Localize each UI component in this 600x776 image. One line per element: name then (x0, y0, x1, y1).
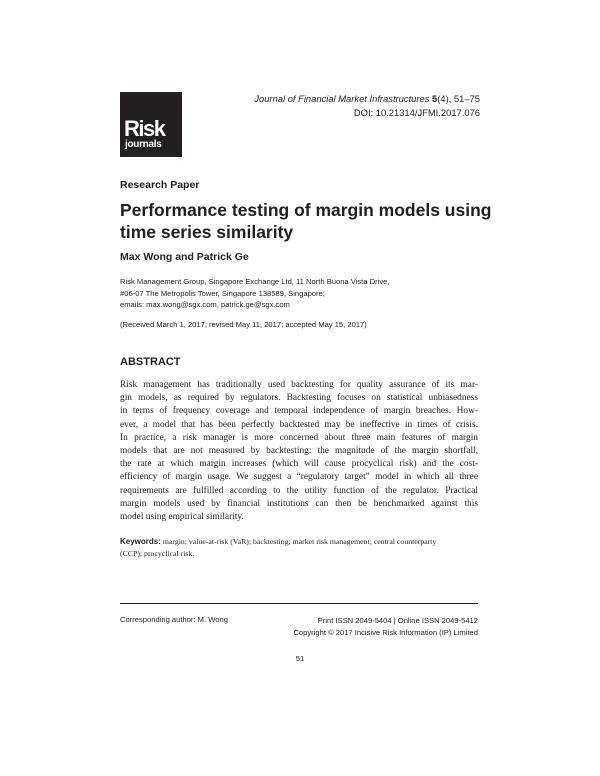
paper-title: Performance testing of margin models using time series similarity (120, 200, 492, 242)
abstract-line: margin models used by financial institutions can then be benchmarked against this (120, 498, 478, 509)
abstract-line: gin models, as required by regulators. Backtesting focuses on statistical unbiasedness (120, 393, 478, 404)
paper-type: Research Paper (120, 179, 200, 191)
journal-doi: DOI: 10.21314/JFMI.2017.076 (353, 107, 480, 118)
journal-title: Journal of Financial Market Infrastructures (254, 93, 430, 104)
logo-line2: journals (125, 139, 162, 150)
keywords-label: Keywords: (120, 537, 161, 546)
journal-volume: 5 (432, 93, 438, 104)
page-number: 51 (295, 654, 305, 663)
abstract-heading: ABSTRACT (120, 356, 181, 368)
affiliation-line: #06-07 The Metropolis Tower, Singapore 138589, Singapore; (120, 288, 325, 298)
issn-info: Print ISSN 2049-5404 | Online ISSN 2049-5412 (317, 616, 478, 625)
corresponding-author: Corresponding author: M. Wong (120, 615, 228, 624)
abstract-line: model using empirical similarity. (120, 512, 244, 523)
keywords-line (120, 536, 480, 548)
keywords-line: (CCP); procyclical risk. (120, 549, 195, 558)
abstract-line: requirements are fulfilled according to the utility function of the regulator. Practical (120, 485, 478, 496)
risk-journals-logo (120, 92, 182, 157)
copyright: Copyright © 2017 Incisive Risk Information (IP) Limited (293, 627, 478, 637)
abstract-line: in terms of frequency coverage and temporal independence of margin breaches. How- (120, 406, 478, 417)
journal-citation (254, 92, 480, 120)
affiliation (120, 276, 490, 311)
abstract-line: models that are not measured by backtesting: the magnitude of the margin shortfall, (120, 446, 478, 457)
affiliation-line: Risk Management Group, Singapore Exchange Ltd, 11 North Buona Vista Drive, (120, 277, 390, 286)
affiliation-line: emails: max.wong@sgx.com, patrick.ge@sgx.com (120, 300, 290, 309)
abstract-line: efficiency of margin usage. We suggest a “regulatory target” model in which all three (120, 472, 478, 483)
abstract-line: the rate at which margin increases (which will cause procyclical risk) and the cost- (120, 459, 478, 470)
abstract-line: In practice, a risk manager is more concerned about three main features of margin (120, 432, 478, 443)
abstract-body (120, 379, 478, 524)
authors: Max Wong and Patrick Ge (120, 251, 249, 263)
keywords-text: margin; value-at-risk (VaR); backtesting; market risk management; central counterparty (162, 537, 437, 546)
journal-issue-pages: (4), 51–75 (437, 93, 480, 104)
footer-divider (120, 603, 478, 604)
keywords (120, 536, 480, 560)
logo-line1: Risk (124, 116, 165, 141)
received-dates: (Received March 1, 2017; revised May 11, 2017; accepted May 15, 2017) (120, 320, 367, 329)
journal-reference (254, 92, 480, 106)
abstract-line: ever, a model that has been perfectly backtested may be ineffective in times of crisis. (120, 419, 478, 430)
publication-info (293, 615, 478, 638)
abstract-line: Risk management has traditionally used backtesting for quality assurance of its mar- (120, 380, 478, 390)
